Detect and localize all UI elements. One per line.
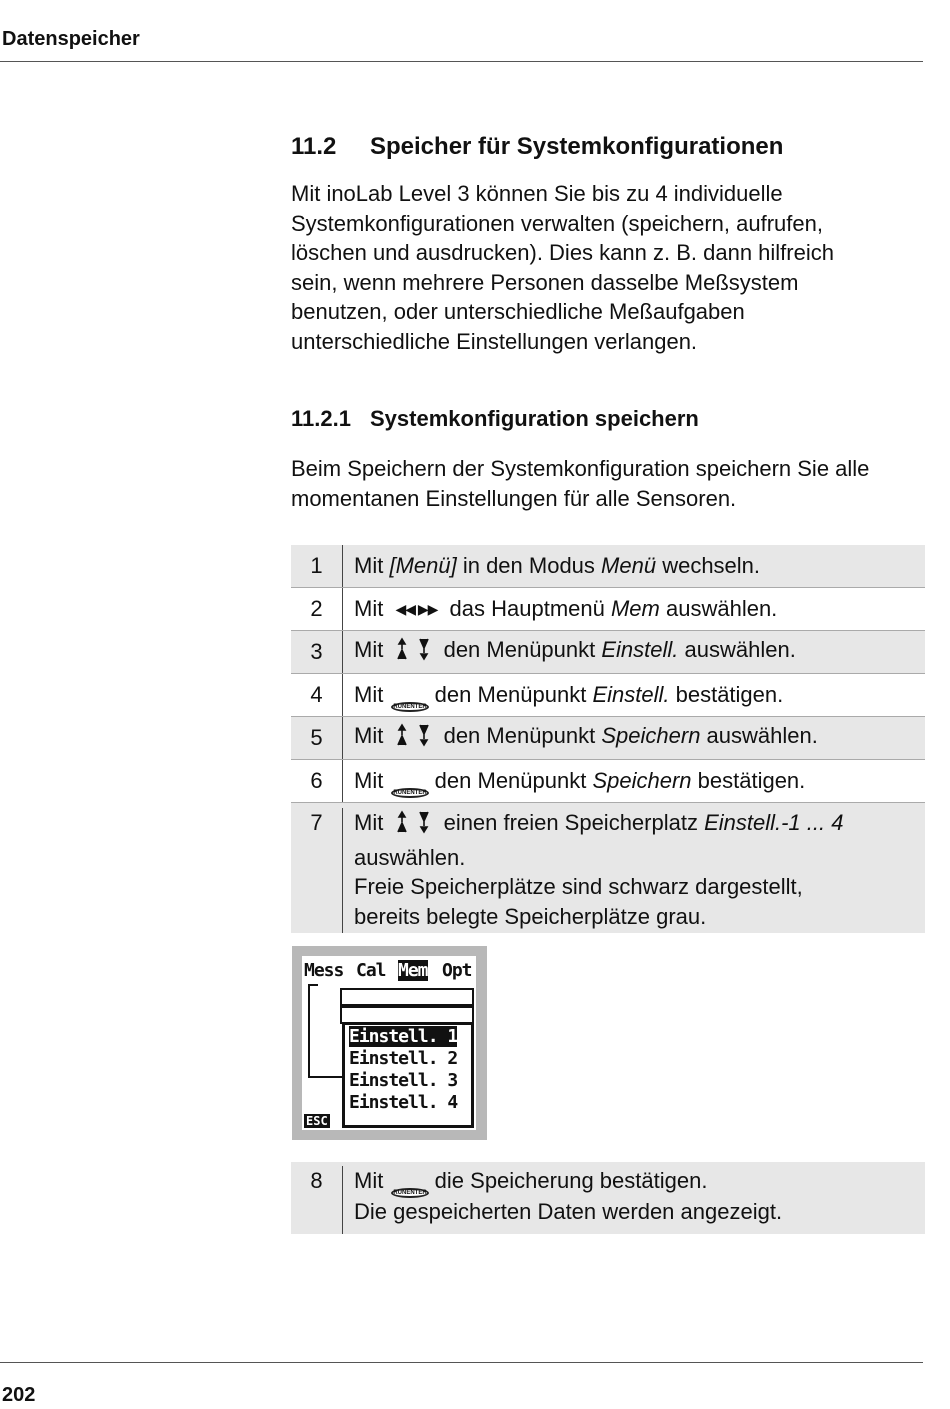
lcd-esc-label: ESC [306, 1114, 328, 1128]
paragraph-line: momentanen Einstellungen für alle Sensoren. [291, 485, 737, 511]
steps-table [291, 1162, 925, 1234]
enter-key-label: ENTER [406, 789, 427, 796]
step-text-part: die Speicherung bestätigen. [434, 1168, 708, 1193]
lcd-tab-mem: Mem [398, 960, 428, 981]
section-paragraph [291, 179, 834, 357]
step-line [354, 1166, 925, 1197]
step-text-part: den Menüpunkt [443, 636, 602, 662]
step-text-part: bestätigen. [691, 767, 806, 793]
enter-key-label: ENTER [406, 1190, 427, 1196]
paragraph-line: unterschiedliche Einstellungen verlangen. [291, 328, 698, 354]
enter-key-label: RUN [393, 1190, 407, 1196]
lcd-menu-frame [308, 984, 318, 986]
lcd-slot-popup [342, 1022, 474, 1128]
up-down-arrow-keys-icon [397, 815, 435, 840]
step-text-part: auswählen. [678, 636, 796, 662]
step-text-part: den Menüpunkt [434, 767, 593, 793]
enter-key-label: ENTER [406, 703, 427, 710]
step-text-part: Mit [354, 1168, 384, 1193]
step-number: 5 [291, 717, 343, 759]
step-text-part: Mit [354, 636, 384, 662]
step-text-part: Mit [354, 681, 384, 707]
section-number: 11.2 [291, 133, 337, 160]
lcd-menu-frame [308, 1076, 342, 1078]
left-right-arrow-keys-icon: ◀◀ ▶▶ [395, 600, 438, 617]
run-enter-key-icon [391, 788, 428, 798]
step-text [343, 551, 925, 581]
lcd-submenu-frame [340, 988, 474, 1006]
step-text [343, 766, 925, 797]
step-text-part: auswählen. [659, 595, 778, 621]
step-menu-name: Einstell. [592, 681, 670, 707]
run-enter-key-icon [391, 702, 428, 712]
step-text-part: Mit [354, 553, 390, 579]
lcd-slot-item: Einstell. 2 [349, 1048, 458, 1069]
lcd-slot-item: Einstell. 3 [349, 1070, 458, 1091]
step-text-part: bestätigen. [669, 681, 784, 707]
step-number: 2 [291, 588, 343, 630]
step-line: auswählen. [354, 844, 466, 870]
step-text-part: auswählen. [700, 722, 818, 748]
step-text-part: wechseln. [656, 553, 761, 579]
lcd-screenshot [292, 946, 487, 1140]
step-menu-name: Einstell.-1 ... 4 [704, 810, 844, 835]
page-header-title: Datenspeicher [2, 28, 140, 50]
step-row [291, 630, 925, 673]
step-row [291, 716, 925, 759]
step-menu-name: Speichern [601, 722, 701, 748]
step-row [291, 587, 925, 630]
step-text [343, 594, 925, 625]
step-text-part: den Menüpunkt [434, 681, 593, 707]
lcd-tab-cal: Cal [356, 960, 386, 981]
step-number: 3 [291, 631, 343, 673]
step-line: Die gespeicherten Daten werden angezeigt. [354, 1199, 783, 1224]
step-line [354, 808, 925, 843]
subsection-number: 11.2.1 [291, 406, 351, 431]
paragraph-line: sein, wenn mehrere Personen dasselbe Meßsystem [291, 269, 799, 295]
step-number: 6 [291, 760, 343, 802]
step-text [343, 680, 925, 711]
section-title: Speicher für Systemkonfigurationen [370, 133, 784, 160]
step-menu-name: Mem [610, 595, 660, 621]
step-text [343, 808, 925, 931]
lcd-slot-item: Einstell. 4 [349, 1092, 458, 1113]
step-row [291, 759, 925, 802]
step-text-part: einen freien Speicherplatz [443, 810, 705, 835]
step-row [291, 545, 925, 587]
step-text-part: den Menüpunkt [443, 722, 602, 748]
paragraph-line: benutzen, oder unterschiedliche Meßaufgaben [291, 299, 745, 325]
step-number: 8 [291, 1166, 343, 1234]
step-number: 4 [291, 674, 343, 716]
paragraph-line: Systemkonfigurationen verwalten (speichern, aufrufen, [291, 210, 823, 236]
step-text [343, 1166, 925, 1227]
step-line: bereits belegte Speicherplätze grau. [354, 903, 707, 929]
step-menu-name: Speichern [592, 767, 692, 793]
step-key-label: [Menü] [389, 553, 457, 579]
up-down-arrow-keys-icon [397, 728, 435, 753]
step-text-part: in den Modus [456, 553, 602, 579]
step-text [343, 635, 925, 670]
step-text-part: Mit [354, 595, 384, 621]
step-text-part: Mit [354, 767, 384, 793]
up-down-arrow-keys-icon [397, 642, 435, 667]
section-heading [291, 133, 783, 161]
enter-key-label: RUN [393, 789, 407, 796]
lcd-menu-frame [308, 984, 310, 1078]
paragraph-line: Mit inoLab Level 3 können Sie bis zu 4 individuelle [291, 181, 783, 206]
step-line: Freie Speicherplätze sind schwarz dargestellt, [354, 874, 803, 900]
lcd-display [302, 956, 476, 1130]
step-text-part: das Hauptmenü [449, 595, 611, 621]
step-number: 7 [291, 808, 343, 933]
paragraph-line: löschen und ausdrucken). Dies kann z. B. dann hilfreich [291, 240, 834, 266]
subsection-paragraph [291, 454, 869, 513]
step-number: 1 [291, 545, 343, 587]
lcd-tab-mess: Mess [304, 960, 344, 981]
step-menu-name: Einstell. [601, 636, 679, 662]
header-rule [0, 61, 923, 62]
subsection-heading [291, 406, 699, 432]
page-number: 202 [2, 1384, 36, 1406]
footer-rule [0, 1362, 923, 1363]
step-row [291, 1162, 925, 1234]
enter-key-label: RUN [393, 703, 407, 710]
step-menu-name: Menü [601, 553, 657, 579]
step-text [343, 721, 925, 756]
steps-table [291, 545, 925, 933]
step-text-part: Mit [354, 810, 384, 835]
lcd-tab-opt: Opt [442, 960, 472, 981]
step-row [291, 802, 925, 933]
step-row [291, 673, 925, 716]
step-text-part: Mit [354, 722, 384, 748]
lcd-slot-item: Einstell. 1 [349, 1026, 458, 1047]
subsection-title: Systemkonfiguration speichern [370, 406, 699, 431]
paragraph-line: Beim Speichern der Systemkonfiguration speichern Sie alle [291, 456, 870, 481]
